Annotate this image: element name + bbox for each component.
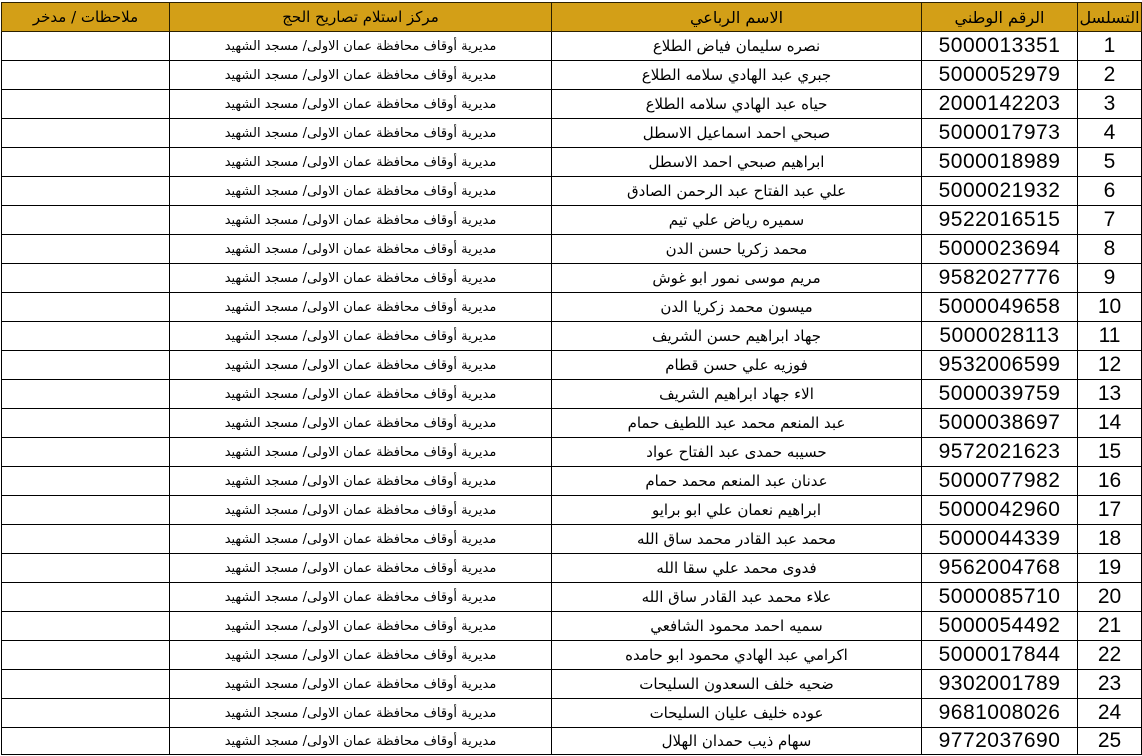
notes-cell[interactable] (2, 670, 170, 699)
notes-cell[interactable] (2, 583, 170, 612)
notes-cell[interactable] (2, 148, 170, 177)
header-full-name[interactable]: الاسم الرباعي (552, 3, 922, 32)
serial-cell[interactable]: 9 (1078, 264, 1142, 293)
notes-cell[interactable] (2, 264, 170, 293)
full-name-cell[interactable]: صبحي احمد اسماعيل الاسطل (552, 119, 922, 148)
notes-cell[interactable] (2, 206, 170, 235)
full-name-cell[interactable]: الاء جهاد ابراهيم الشريف (552, 380, 922, 409)
table-row[interactable] (2, 235, 1142, 264)
permit-center-cell[interactable]: مديرية أوقاف محافظة عمان الاولى/ مسجد الشهيد (170, 380, 552, 409)
serial-cell[interactable]: 16 (1078, 467, 1142, 496)
national-id-cell[interactable]: 5000085710 (922, 583, 1078, 612)
header-row (2, 3, 1142, 32)
table-row[interactable] (2, 699, 1142, 728)
national-id-cell[interactable]: 5000052979 (922, 61, 1078, 90)
table-row[interactable] (2, 728, 1142, 755)
notes-cell[interactable] (2, 728, 170, 755)
full-name-cell[interactable]: حياه عبد الهادي سلامه الطلاع (552, 90, 922, 119)
full-name-cell[interactable]: سميه احمد محمود الشافعي (552, 612, 922, 641)
full-name-cell[interactable]: عوده خليف عليان السليحات (552, 699, 922, 728)
national-id-cell[interactable]: 5000018989 (922, 148, 1078, 177)
table-row[interactable] (2, 496, 1142, 525)
table-row[interactable] (2, 612, 1142, 641)
national-id-cell[interactable]: 9582027776 (922, 264, 1078, 293)
full-name-cell[interactable]: ميسون محمد زكريا الدن (552, 293, 922, 322)
national-id-cell[interactable]: 2000142203 (922, 90, 1078, 119)
national-id-cell[interactable]: 9562004768 (922, 554, 1078, 583)
table-row[interactable] (2, 61, 1142, 90)
full-name-cell[interactable]: محمد عبد القادر محمد ساق الله (552, 525, 922, 554)
serial-cell[interactable]: 5 (1078, 148, 1142, 177)
permit-center-cell[interactable]: مديرية أوقاف محافظة عمان الاولى/ مسجد الشهيد (170, 583, 552, 612)
permit-center-cell[interactable]: مديرية أوقاف محافظة عمان الاولى/ مسجد الشهيد (170, 148, 552, 177)
full-name-cell[interactable]: علي عبد الفتاح عبد الرحمن الصادق (552, 177, 922, 206)
permit-center-cell[interactable]: مديرية أوقاف محافظة عمان الاولى/ مسجد الشهيد (170, 670, 552, 699)
full-name-cell[interactable]: ابراهيم نعمان علي ابو برايو (552, 496, 922, 525)
permit-center-cell[interactable]: مديرية أوقاف محافظة عمان الاولى/ مسجد الشهيد (170, 525, 552, 554)
header-permit-center[interactable]: مركز استلام تصاريح الحج (170, 3, 552, 32)
permit-center-cell[interactable]: مديرية أوقاف محافظة عمان الاولى/ مسجد الشهيد (170, 728, 552, 755)
header-serial[interactable]: التسلسل (1078, 3, 1142, 32)
full-name-cell[interactable]: سهام ذيب حمدان الهلال (552, 728, 922, 755)
serial-cell[interactable]: 4 (1078, 119, 1142, 148)
full-name-cell[interactable]: علاء محمد عبد القادر ساق الله (552, 583, 922, 612)
serial-cell[interactable]: 12 (1078, 351, 1142, 380)
serial-cell[interactable]: 19 (1078, 554, 1142, 583)
notes-cell[interactable] (2, 61, 170, 90)
notes-cell[interactable] (2, 90, 170, 119)
serial-cell[interactable]: 11 (1078, 322, 1142, 351)
permit-center-cell[interactable]: مديرية أوقاف محافظة عمان الاولى/ مسجد الشهيد (170, 438, 552, 467)
national-id-cell[interactable]: 5000038697 (922, 409, 1078, 438)
serial-cell[interactable]: 24 (1078, 699, 1142, 728)
table-row[interactable] (2, 525, 1142, 554)
permit-center-cell[interactable]: مديرية أوقاف محافظة عمان الاولى/ مسجد الشهيد (170, 235, 552, 264)
table-row[interactable] (2, 409, 1142, 438)
full-name-cell[interactable]: ضحيه خلف السعدون السليحات (552, 670, 922, 699)
table-row[interactable] (2, 322, 1142, 351)
serial-cell[interactable]: 3 (1078, 90, 1142, 119)
national-id-cell[interactable]: 9522016515 (922, 206, 1078, 235)
table-row[interactable] (2, 554, 1142, 583)
full-name-cell[interactable]: فوزيه علي حسن قطام (552, 351, 922, 380)
serial-cell[interactable]: 6 (1078, 177, 1142, 206)
notes-cell[interactable] (2, 177, 170, 206)
notes-cell[interactable] (2, 32, 170, 61)
table-row[interactable] (2, 206, 1142, 235)
national-id-cell[interactable]: 9572021623 (922, 438, 1078, 467)
serial-cell[interactable]: 25 (1078, 728, 1142, 755)
permit-center-cell[interactable]: مديرية أوقاف محافظة عمان الاولى/ مسجد الشهيد (170, 322, 552, 351)
notes-cell[interactable] (2, 699, 170, 728)
notes-cell[interactable] (2, 119, 170, 148)
table-row[interactable] (2, 351, 1142, 380)
permit-center-cell[interactable]: مديرية أوقاف محافظة عمان الاولى/ مسجد الشهيد (170, 612, 552, 641)
serial-cell[interactable]: 20 (1078, 583, 1142, 612)
table-row[interactable] (2, 641, 1142, 670)
full-name-cell[interactable]: ابراهيم صبحي احمد الاسطل (552, 148, 922, 177)
national-id-cell[interactable]: 5000017844 (922, 641, 1078, 670)
table-row[interactable] (2, 583, 1142, 612)
serial-cell[interactable]: 10 (1078, 293, 1142, 322)
table-row[interactable] (2, 148, 1142, 177)
notes-cell[interactable] (2, 641, 170, 670)
table-row[interactable] (2, 177, 1142, 206)
permit-center-cell[interactable]: مديرية أوقاف محافظة عمان الاولى/ مسجد الشهيد (170, 351, 552, 380)
national-id-cell[interactable]: 5000039759 (922, 380, 1078, 409)
notes-cell[interactable] (2, 380, 170, 409)
permit-center-cell[interactable]: مديرية أوقاف محافظة عمان الاولى/ مسجد الشهيد (170, 90, 552, 119)
notes-cell[interactable] (2, 496, 170, 525)
full-name-cell[interactable]: نصره سليمان فياض الطلاع (552, 32, 922, 61)
notes-cell[interactable] (2, 612, 170, 641)
permit-center-cell[interactable]: مديرية أوقاف محافظة عمان الاولى/ مسجد الشهيد (170, 61, 552, 90)
notes-cell[interactable] (2, 554, 170, 583)
full-name-cell[interactable]: حسيبه حمدى عبد الفتاح عواد (552, 438, 922, 467)
serial-cell[interactable]: 21 (1078, 612, 1142, 641)
notes-cell[interactable] (2, 322, 170, 351)
notes-cell[interactable] (2, 525, 170, 554)
permit-center-cell[interactable]: مديرية أوقاف محافظة عمان الاولى/ مسجد الشهيد (170, 206, 552, 235)
notes-cell[interactable] (2, 235, 170, 264)
serial-cell[interactable]: 13 (1078, 380, 1142, 409)
permit-center-cell[interactable]: مديرية أوقاف محافظة عمان الاولى/ مسجد الشهيد (170, 264, 552, 293)
full-name-cell[interactable]: مريم موسى نمور ابو غوش (552, 264, 922, 293)
permit-center-cell[interactable]: مديرية أوقاف محافظة عمان الاولى/ مسجد الشهيد (170, 409, 552, 438)
national-id-cell[interactable]: 9681008026 (922, 699, 1078, 728)
serial-cell[interactable]: 1 (1078, 32, 1142, 61)
national-id-cell[interactable]: 9532006599 (922, 351, 1078, 380)
serial-cell[interactable]: 2 (1078, 61, 1142, 90)
permit-center-cell[interactable]: مديرية أوقاف محافظة عمان الاولى/ مسجد الشهيد (170, 641, 552, 670)
serial-cell[interactable]: 23 (1078, 670, 1142, 699)
header-national-id[interactable]: الرقم الوطني (922, 3, 1078, 32)
serial-cell[interactable]: 15 (1078, 438, 1142, 467)
serial-cell[interactable]: 18 (1078, 525, 1142, 554)
national-id-cell[interactable]: 5000017973 (922, 119, 1078, 148)
header-notes[interactable]: ملاحظات / مدخر (2, 3, 170, 32)
serial-cell[interactable]: 17 (1078, 496, 1142, 525)
table-row[interactable] (2, 32, 1142, 61)
permit-center-cell[interactable]: مديرية أوقاف محافظة عمان الاولى/ مسجد الشهيد (170, 293, 552, 322)
notes-cell[interactable] (2, 438, 170, 467)
full-name-cell[interactable]: اكرامي عبد الهادي محمود ابو حامده (552, 641, 922, 670)
national-id-cell[interactable]: 5000013351 (922, 32, 1078, 61)
table-body (2, 32, 1142, 755)
serial-cell[interactable]: 22 (1078, 641, 1142, 670)
table-row[interactable] (2, 438, 1142, 467)
national-id-cell[interactable]: 9772037690 (922, 728, 1078, 755)
full-name-cell[interactable]: عدنان عبد المنعم محمد حمام (552, 467, 922, 496)
serial-cell[interactable]: 7 (1078, 206, 1142, 235)
national-id-cell[interactable]: 5000028113 (922, 322, 1078, 351)
permit-center-cell[interactable]: مديرية أوقاف محافظة عمان الاولى/ مسجد الشهيد (170, 32, 552, 61)
table-row[interactable] (2, 670, 1142, 699)
permit-center-cell[interactable]: مديرية أوقاف محافظة عمان الاولى/ مسجد الشهيد (170, 467, 552, 496)
full-name-cell[interactable]: عبد المنعم محمد عبد اللطيف حمام (552, 409, 922, 438)
notes-cell[interactable] (2, 467, 170, 496)
table-row[interactable] (2, 467, 1142, 496)
full-name-cell[interactable]: جهاد ابراهيم حسن الشريف (552, 322, 922, 351)
serial-cell[interactable]: 8 (1078, 235, 1142, 264)
table-row[interactable] (2, 380, 1142, 409)
notes-cell[interactable] (2, 293, 170, 322)
table-row[interactable] (2, 264, 1142, 293)
table-row[interactable] (2, 119, 1142, 148)
table-row[interactable] (2, 90, 1142, 119)
full-name-cell[interactable]: جبري عبد الهادي سلامه الطلاع (552, 61, 922, 90)
national-id-cell[interactable]: 9302001789 (922, 670, 1078, 699)
full-name-cell[interactable]: محمد زكريا حسن الدن (552, 235, 922, 264)
notes-cell[interactable] (2, 351, 170, 380)
permit-center-cell[interactable]: مديرية أوقاف محافظة عمان الاولى/ مسجد الشهيد (170, 496, 552, 525)
permit-center-cell[interactable]: مديرية أوقاف محافظة عمان الاولى/ مسجد الشهيد (170, 554, 552, 583)
notes-cell[interactable] (2, 409, 170, 438)
national-id-cell[interactable]: 5000077982 (922, 467, 1078, 496)
table-row[interactable] (2, 293, 1142, 322)
full-name-cell[interactable]: فدوى محمد علي سقا الله (552, 554, 922, 583)
permit-center-cell[interactable]: مديرية أوقاف محافظة عمان الاولى/ مسجد الشهيد (170, 699, 552, 728)
permit-center-cell[interactable]: مديرية أوقاف محافظة عمان الاولى/ مسجد الشهيد (170, 119, 552, 148)
national-id-cell[interactable]: 5000049658 (922, 293, 1078, 322)
national-id-cell[interactable]: 5000021932 (922, 177, 1078, 206)
national-id-cell[interactable]: 5000054492 (922, 612, 1078, 641)
serial-cell[interactable]: 14 (1078, 409, 1142, 438)
national-id-cell[interactable]: 5000023694 (922, 235, 1078, 264)
national-id-cell[interactable]: 5000042960 (922, 496, 1078, 525)
pilgrim-permits-table (1, 2, 1142, 755)
permit-center-cell[interactable]: مديرية أوقاف محافظة عمان الاولى/ مسجد الشهيد (170, 177, 552, 206)
full-name-cell[interactable]: سميره رياض علي تيم (552, 206, 922, 235)
table-header (2, 3, 1142, 32)
national-id-cell[interactable]: 5000044339 (922, 525, 1078, 554)
